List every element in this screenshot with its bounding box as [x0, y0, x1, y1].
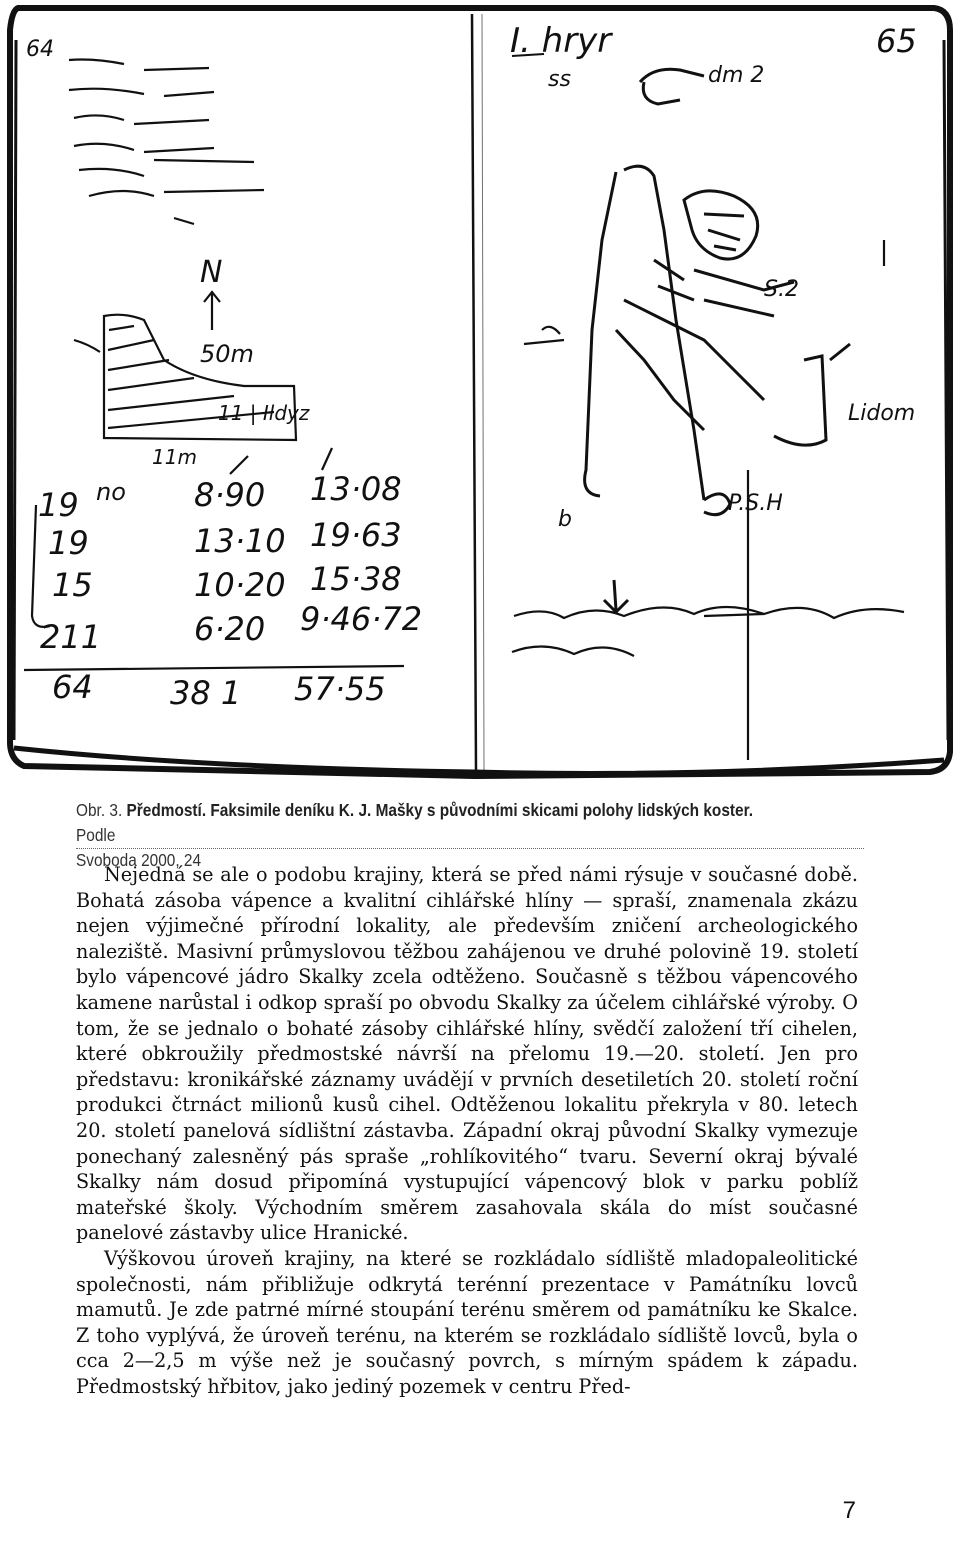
note-label: Lidom	[848, 401, 916, 426]
col3-value: 15·38	[310, 560, 402, 598]
col1-value: 211	[40, 618, 102, 656]
col2-value: 6·20	[194, 610, 266, 648]
north-label: N	[200, 255, 223, 290]
page-number: 7	[842, 1497, 856, 1524]
slope-label: 11 | Ildyz	[218, 401, 310, 425]
col3-value: 13·08	[310, 470, 402, 508]
caption-title: Předmostí. Faksimile deníku K. J. Mašky s původními skicami polohy lidských koster.	[126, 800, 754, 820]
col3-value: 57·55	[294, 670, 386, 708]
paragraph: Výškovou úroveň krajiny, na které se rozkládalo sídliště mladopaleolitické společnosti, nám přibližuje odkrytá terénní prezentace v Památníku lovců mamutů. Je zde patrné mírné stoupání terénu směrem od památníku ke Skalce. Z toho vyplývá, že úroveň terénu, na kterém se rozkládalo sídliště lovců, byla o cca 2—2,5 m výše než je současný povrch, s mírným spádem k západu. Předmostský hřbitov, jako jediný pozemek v centru Před-	[76, 1246, 858, 1398]
body-text	[76, 862, 858, 1399]
right-page-heading: I. hryr	[510, 21, 612, 61]
left-page-number: 64	[26, 37, 54, 62]
diary-facsimile	[4, 0, 956, 792]
col3-value: 19·63	[310, 516, 402, 554]
col2-value: 38 1	[170, 674, 242, 712]
note-label: b	[558, 507, 572, 532]
col1-value: 64	[52, 668, 93, 706]
note-label: S.2	[764, 277, 799, 302]
col1-value: 19	[38, 486, 79, 524]
col2-value: 10·20	[194, 566, 286, 604]
note-label: dm 2	[708, 63, 765, 88]
caption-figure-number: Obr. 3.	[76, 800, 123, 820]
col1-note: no	[96, 478, 126, 506]
col2-value: 13·10	[194, 522, 286, 560]
side-label: 11m	[152, 445, 197, 469]
note-label: P.S.H	[728, 491, 783, 516]
paragraph: Nejedná se ale o podobu krajiny, která se před námi rýsuje v současné době. Bohatá zásoba vápence a kvalitní cihlářské hlíny — spraší, znamenala zkázu nejen výjimečné přírodní lokality, ale především zničení archeologického naleziště. Masivní průmyslovou těžbou zahájenou ve druhé polovině 19. století bylo vápencové jádro Skalky zcela odtěženo. Současně s těžbou vápencového kamene narůstal i odkop spraší po obvodu Skalky za účelem cihlářské výroby. O tom, že se jednalo o bohaté zásoby cihlářské hlíny, svědčí založení tří cihelen, které obkroužily předmostské návrší na přelomu 19.—20. století. Jen pro představu: kronikářské záznamy uvádějí v prvních desetiletích 20. století roční produkci čtrnáct milionů kusů cihel. Odtěženou lokalitu překryla v 80. letech 20. století panelová sídlištní zástavba. Západní okraj původní Skalky vymezuje ponechaný zalesněný pás spraše „rohlíkovitého“ tvaru. Severní okraj bývalé Skalky nám dosud připomíná vystupující vápencový blok v parku poblíž mateřské školy. Východním směrem zasahovala skála do míst současné panelové zástavby ulice Hranické.	[76, 863, 858, 1245]
caption-divider	[76, 848, 864, 849]
col3-value: 9·46·72	[300, 600, 423, 638]
scale-label: 50m	[200, 340, 254, 368]
caption-credit: Podle	[76, 825, 116, 845]
col1-value: 15	[52, 566, 93, 604]
col2-value: 8·90	[194, 476, 266, 514]
col1-value: 19	[48, 524, 89, 562]
caption-credit-source: Svoboda 2000, 24	[76, 850, 202, 870]
note-label: ss	[548, 67, 571, 92]
right-page-number: 65	[876, 22, 917, 60]
